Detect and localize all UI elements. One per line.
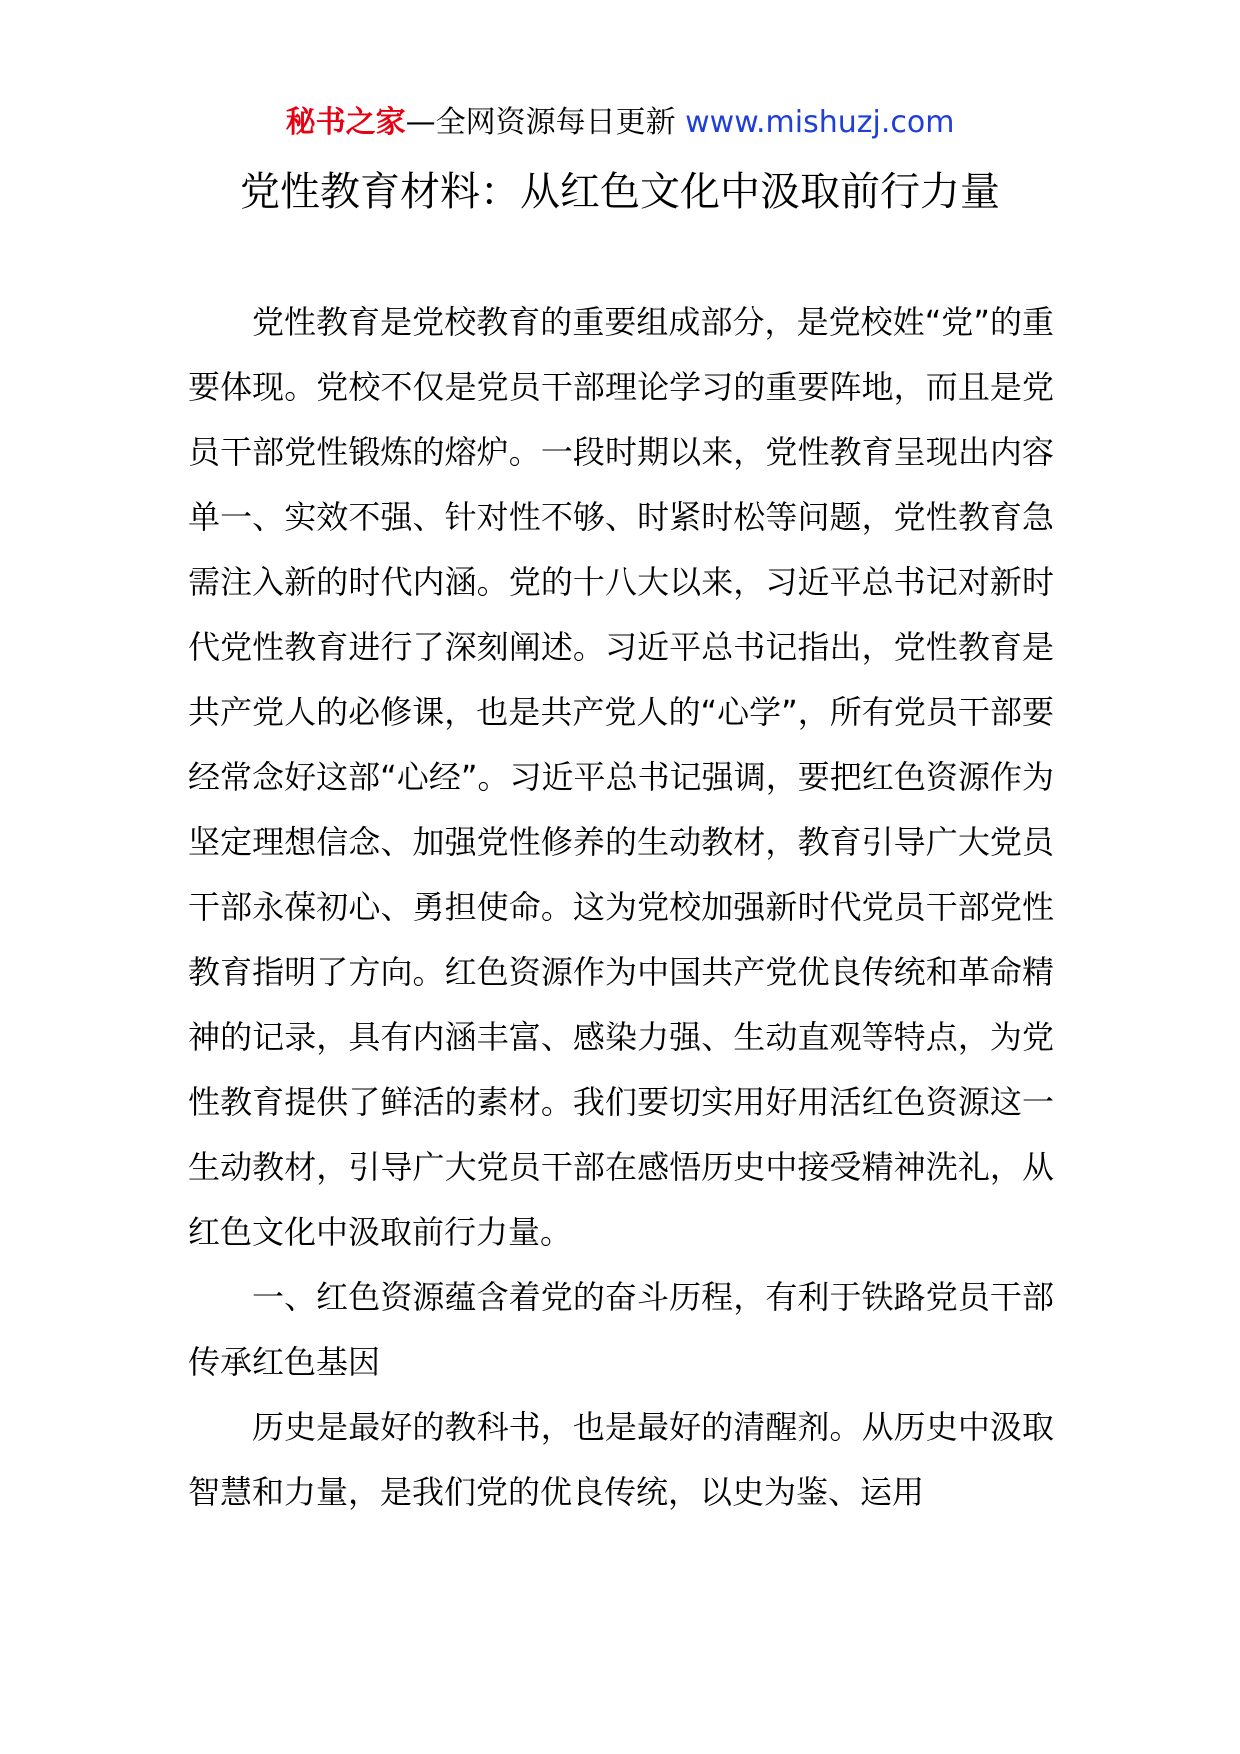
intro-paragraph: 党性教育是党校教育的重要组成部分，是党校姓“党”的重要体现。党校不仅是党员干部理论学习的重要阵地，而且是党员干部党性锻炼的熔炉。一段时期以来，党性教育呈现出内容单一、实效不强、针对性不够、时紧时松等问题，党性教育急需注入新的时代内涵。党的十八大以来，习近平总书记对新时代党性教育进行了深刻阐述。习近平总书记指出，党性教育是共产党人的必修课，也是共产党人的“心学”，所有党员干部要经常念好这部“心经”。习近平总书记强调，要把红色资源作为坚定理想信念、加强党性修养的生动教材，教育引导广大党员干部永葆初心、勇担使命。这为党校加强新时代党员干部党性教育指明了方向。红色资源作为中国共产党优良传统和革命精神的记录，具有内涵丰富、感染力强、生动直观等特点，为党性教育提供了鲜活的素材。我们要切实用好用活红色资源这一生动教材，引导广大党员干部在感悟历史中接受精神洗礼，从红色文化中汲取前行力量。 (188, 303, 1054, 1251)
document-body (188, 290, 1054, 1525)
site-slogan: —全网资源每日更新 (405, 105, 676, 140)
site-brand: 秘书之家 (285, 105, 406, 140)
document-title: 党性教育材料：从红色文化中汲取前行力量 (240, 169, 1000, 215)
site-header (0, 100, 1240, 146)
section-heading-1: 一、红色资源蕴含着党的奋斗历程，有利于铁路党员干部传承红色基因 (188, 1278, 1054, 1381)
site-url-link[interactable]: www.mishuzj.com (685, 105, 955, 140)
section-1-paragraph: 历史是最好的教科书，也是最好的清醒剂。从历史中汲取智慧和力量，是我们党的优良传统，以史为鉴、运用 (188, 1408, 1054, 1511)
